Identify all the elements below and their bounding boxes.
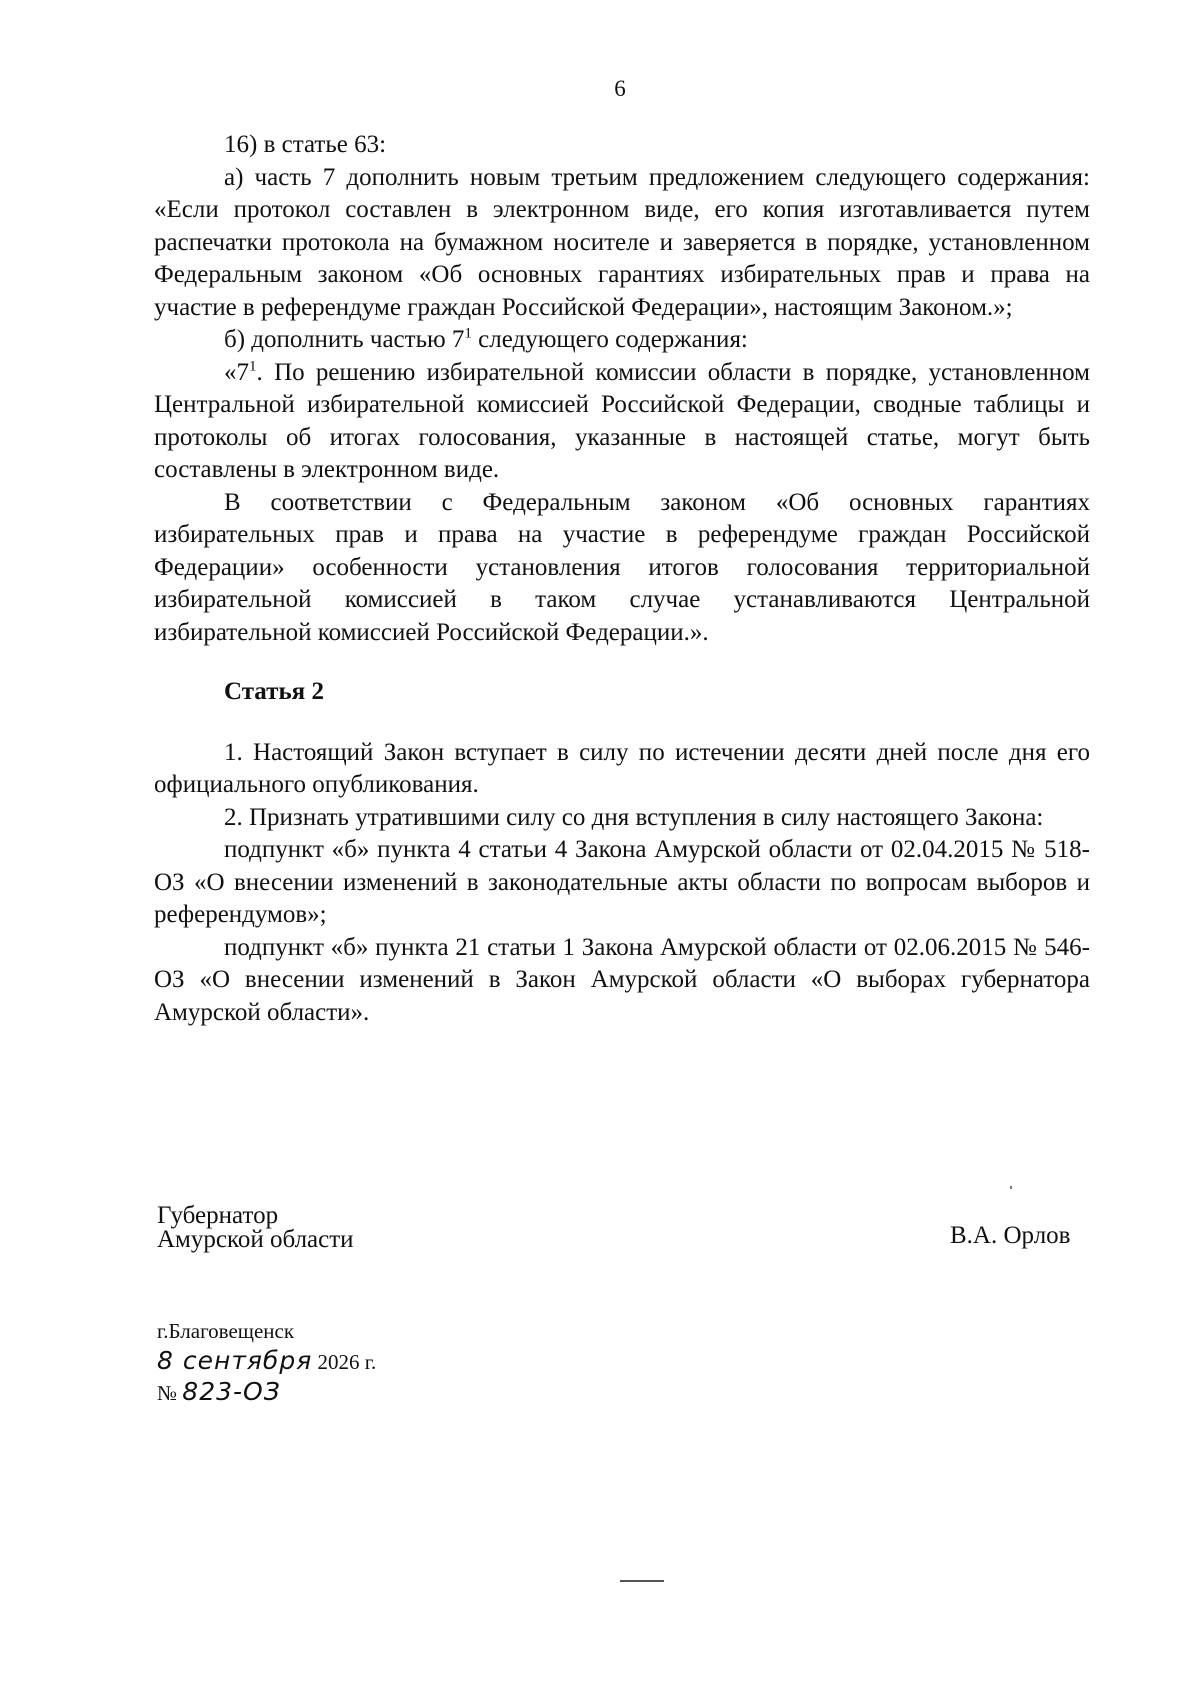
document-footer bbox=[157, 1316, 376, 1408]
document-body bbox=[154, 129, 1090, 1029]
paragraph-text: б) дополнить частью 7 bbox=[224, 326, 465, 353]
paragraph-federal-law: В соответствии с Федеральным законом «Об основных гарантиях избирательных прав и права на участие в референдуме граждан Российской Федерации» особенности установления итогов голосования территориальной избирательной комиссией в таком случае устанавливаются Центральной избирательной комиссией Российской Федерации.». bbox=[154, 488, 1090, 646]
paragraph-item-16: 16) в статье 63: bbox=[224, 131, 387, 158]
paragraph-repeal-item-1: подпункт «б» пункта 4 статьи 4 Закона Амурской области от 02.04.2015 № 518-ОЗ «О внесении изменений в законодательные акты области по вопросам выборов и референдумов»; bbox=[154, 836, 1090, 928]
article-heading: Статья 2 bbox=[224, 678, 324, 705]
signatory-title-line: Амурской области bbox=[157, 1226, 354, 1253]
paragraph-subitem-a: а) часть 7 дополнить новым третьим предложением следующего содержания: «Если протокол составлен в электронном виде, его копия изготавливается путем распечатки протокола на бумажном носителе и заверяется в порядке, установленном Федеральным законом «Об основных гарантиях избирательных прав и права на участие в референдуме граждан Российской Федерации», настоящим Законом.»; bbox=[154, 163, 1090, 321]
paragraph-repeal: 2. Признать утратившими силу со дня вступления в силу настоящего Закона: bbox=[224, 803, 1044, 831]
handwritten-number: 823-ОЗ bbox=[182, 1377, 281, 1406]
number-sign: № bbox=[157, 1381, 178, 1405]
year: 2026 г. bbox=[317, 1350, 377, 1374]
superscript: 1 bbox=[249, 358, 257, 375]
paragraph-repeal-item-2: подпункт «б» пункта 21 статьи 1 Закона Амурской области от 02.06.2015 № 546-ОЗ «О внесении изменений в Закон Амурской области «О выборах губернатора Амурской области». bbox=[154, 933, 1090, 1026]
date-line bbox=[157, 1346, 376, 1377]
paragraph-text: следующего содержания: bbox=[471, 326, 748, 353]
signatory-title-line: Губернатор bbox=[157, 1202, 279, 1229]
paragraph-subitem-b bbox=[154, 324, 1090, 357]
signatory-name: В.А. Орлов bbox=[950, 1222, 1071, 1249]
handwritten-date: 8 сентября bbox=[157, 1346, 313, 1375]
page-number: 6 bbox=[614, 76, 626, 101]
paragraph-text: . По решению избирательной комиссии области в порядке, установленном Центральной избирательной комиссией Российской Федерации, сводные таблицы и протоколы об итогах голосования, указанные в настоящей статье, могут быть составлены в электронном виде. bbox=[154, 358, 1090, 483]
scan-speck bbox=[1010, 1186, 1012, 1189]
scan-mark bbox=[620, 1580, 664, 1582]
city: г.Благовещенск bbox=[157, 1319, 295, 1343]
superscript: 1 bbox=[464, 325, 472, 342]
paragraph-part-7-1 bbox=[154, 357, 1090, 487]
paragraph-text: «7 bbox=[224, 358, 249, 386]
paragraph-entry-into-force: 1. Настоящий Закон вступает в силу по истечении десяти дней после дня его официального опубликования. bbox=[154, 738, 1090, 798]
document-number-line bbox=[157, 1377, 376, 1408]
signatory-title bbox=[157, 1204, 354, 1252]
